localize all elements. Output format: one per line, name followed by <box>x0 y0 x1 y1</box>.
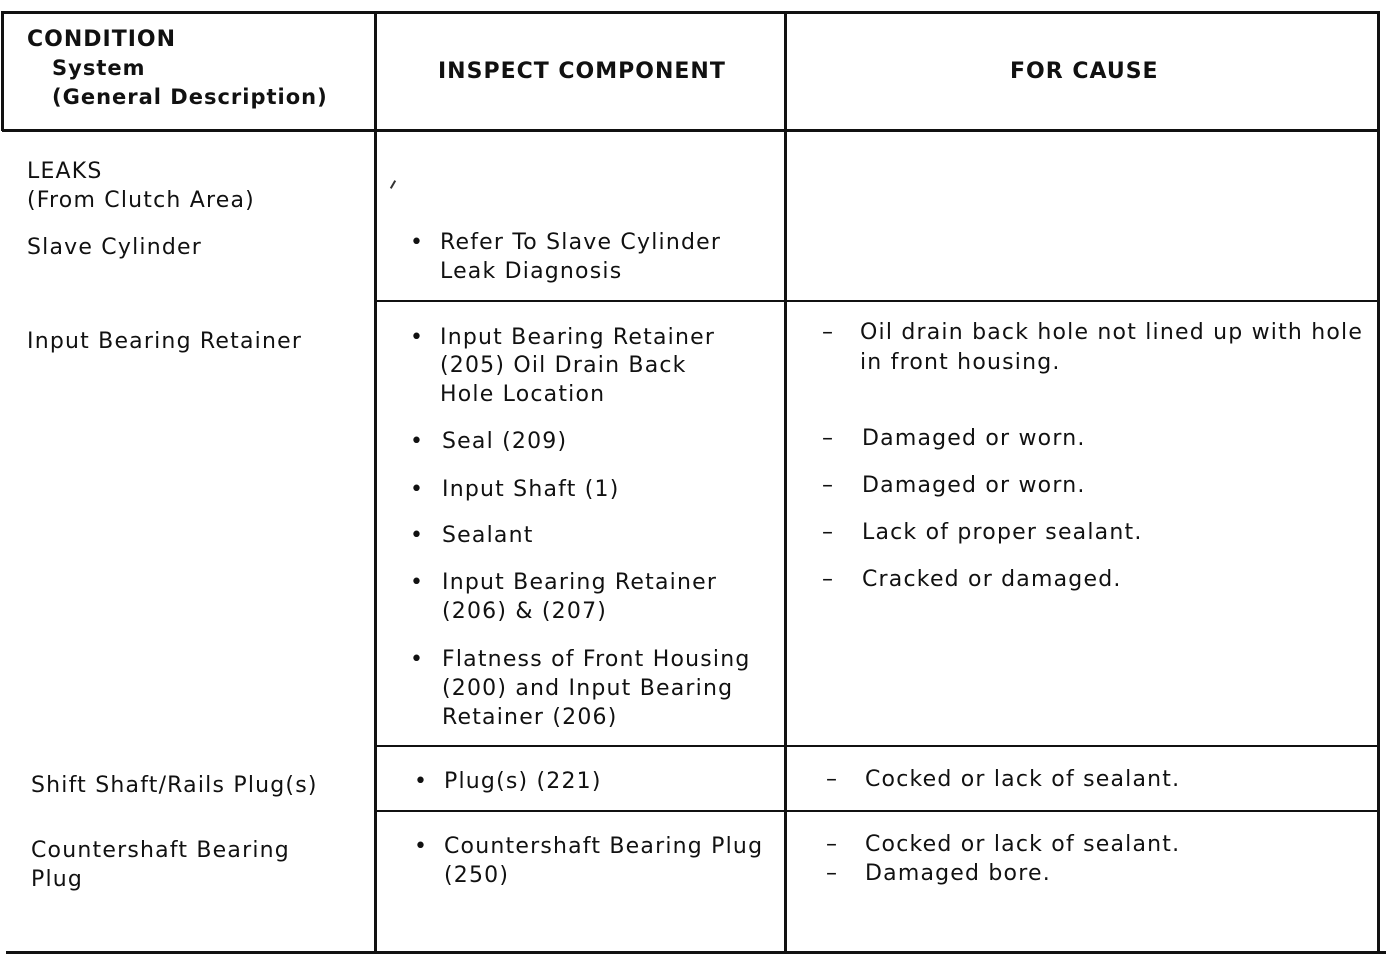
row-divider-shift <box>377 810 1380 812</box>
cause-countershaft-line1: Cocked or lack of sealant. <box>865 832 1181 857</box>
condition-leaks: LEAKS <box>27 159 103 184</box>
header-inspect-component: INSPECT COMPONENT <box>438 59 726 84</box>
header-condition-description: (General Description) <box>52 85 328 109</box>
header-for-cause: FOR CAUSE <box>1010 59 1159 84</box>
inspect-countershaft-line1: Countershaft Bearing Plug <box>444 834 764 859</box>
condition-leaks-area: (From Clutch Area) <box>27 188 255 213</box>
cause-retainer-item1-line1: Oil drain back hole not lined up with hole <box>860 320 1364 345</box>
cause-retainer-item1-line2: in front housing. <box>860 350 1061 375</box>
dash-icon: – <box>826 861 837 886</box>
table-left-border <box>1 11 4 131</box>
inspect-retainer-item1-line3: Hole Location <box>440 382 606 407</box>
inspect-flatness-line2: (200) and Input Bearing <box>442 676 734 701</box>
inspect-retainer-item1-line2: (205) Oil Drain Back <box>440 353 687 378</box>
dash-icon: – <box>822 567 833 592</box>
condition-input-bearing-retainer: Input Bearing Retainer <box>27 329 303 354</box>
cause-countershaft-line2: Damaged bore. <box>865 861 1051 886</box>
print-speck <box>390 180 396 189</box>
bullet-icon: • <box>410 230 423 255</box>
row-divider-slave <box>374 300 1380 302</box>
inspect-plugs: Plug(s) (221) <box>444 769 602 794</box>
bullet-icon: • <box>414 834 427 859</box>
dash-icon: – <box>826 767 837 792</box>
dash-icon: – <box>826 832 837 857</box>
inspect-sealant: Sealant <box>442 523 534 548</box>
header-condition-title: CONDITION <box>27 27 177 52</box>
table-top-border <box>2 11 1378 14</box>
inspect-flatness-line1: Flatness of Front Housing <box>442 647 751 672</box>
cause-seal: Damaged or worn. <box>862 426 1086 451</box>
inspect-input-shaft: Input Shaft (1) <box>442 477 620 502</box>
inspect-retainer-206-line2: (206) & (207) <box>442 599 608 624</box>
cause-retainer-206: Cracked or damaged. <box>862 567 1122 592</box>
bullet-icon: • <box>410 325 423 350</box>
condition-shift-shaft: Shift Shaft/Rails Plug(s) <box>31 773 318 798</box>
header-bottom-border <box>2 129 1378 132</box>
inspect-countershaft-line2: (250) <box>444 863 510 888</box>
column-divider-2 <box>784 11 787 954</box>
inspect-retainer-206-line1: Input Bearing Retainer <box>442 570 718 595</box>
dash-icon: – <box>822 520 833 545</box>
dash-icon: – <box>822 320 833 345</box>
bullet-icon: • <box>410 647 423 672</box>
bullet-icon: • <box>410 477 423 502</box>
bullet-icon: • <box>414 769 427 794</box>
bullet-icon: • <box>410 570 423 595</box>
inspect-slave-line1: Refer To Slave Cylinder <box>440 230 722 255</box>
condition-slave-cylinder: Slave Cylinder <box>27 235 203 260</box>
dash-icon: – <box>822 473 833 498</box>
header-condition-system: System <box>52 56 146 80</box>
cause-input-shaft: Damaged or worn. <box>862 473 1086 498</box>
condition-countershaft-line1: Countershaft Bearing <box>31 838 290 863</box>
inspect-seal: Seal (209) <box>442 429 568 454</box>
dash-icon: – <box>822 426 833 451</box>
bullet-icon: • <box>410 523 423 548</box>
cause-plugs: Cocked or lack of sealant. <box>865 767 1181 792</box>
inspect-flatness-line3: Retainer (206) <box>442 705 618 730</box>
table-right-border <box>1377 11 1380 954</box>
inspect-retainer-item1-line1: Input Bearing Retainer <box>440 325 716 350</box>
cause-sealant: Lack of proper sealant. <box>862 520 1143 545</box>
bullet-icon: • <box>410 429 423 454</box>
condition-countershaft-line2: Plug <box>31 867 84 892</box>
row-divider-retainer <box>377 745 1380 747</box>
table-bottom-border <box>6 951 1386 954</box>
inspect-slave-line2: Leak Diagnosis <box>440 259 623 284</box>
column-divider-1 <box>374 11 377 954</box>
